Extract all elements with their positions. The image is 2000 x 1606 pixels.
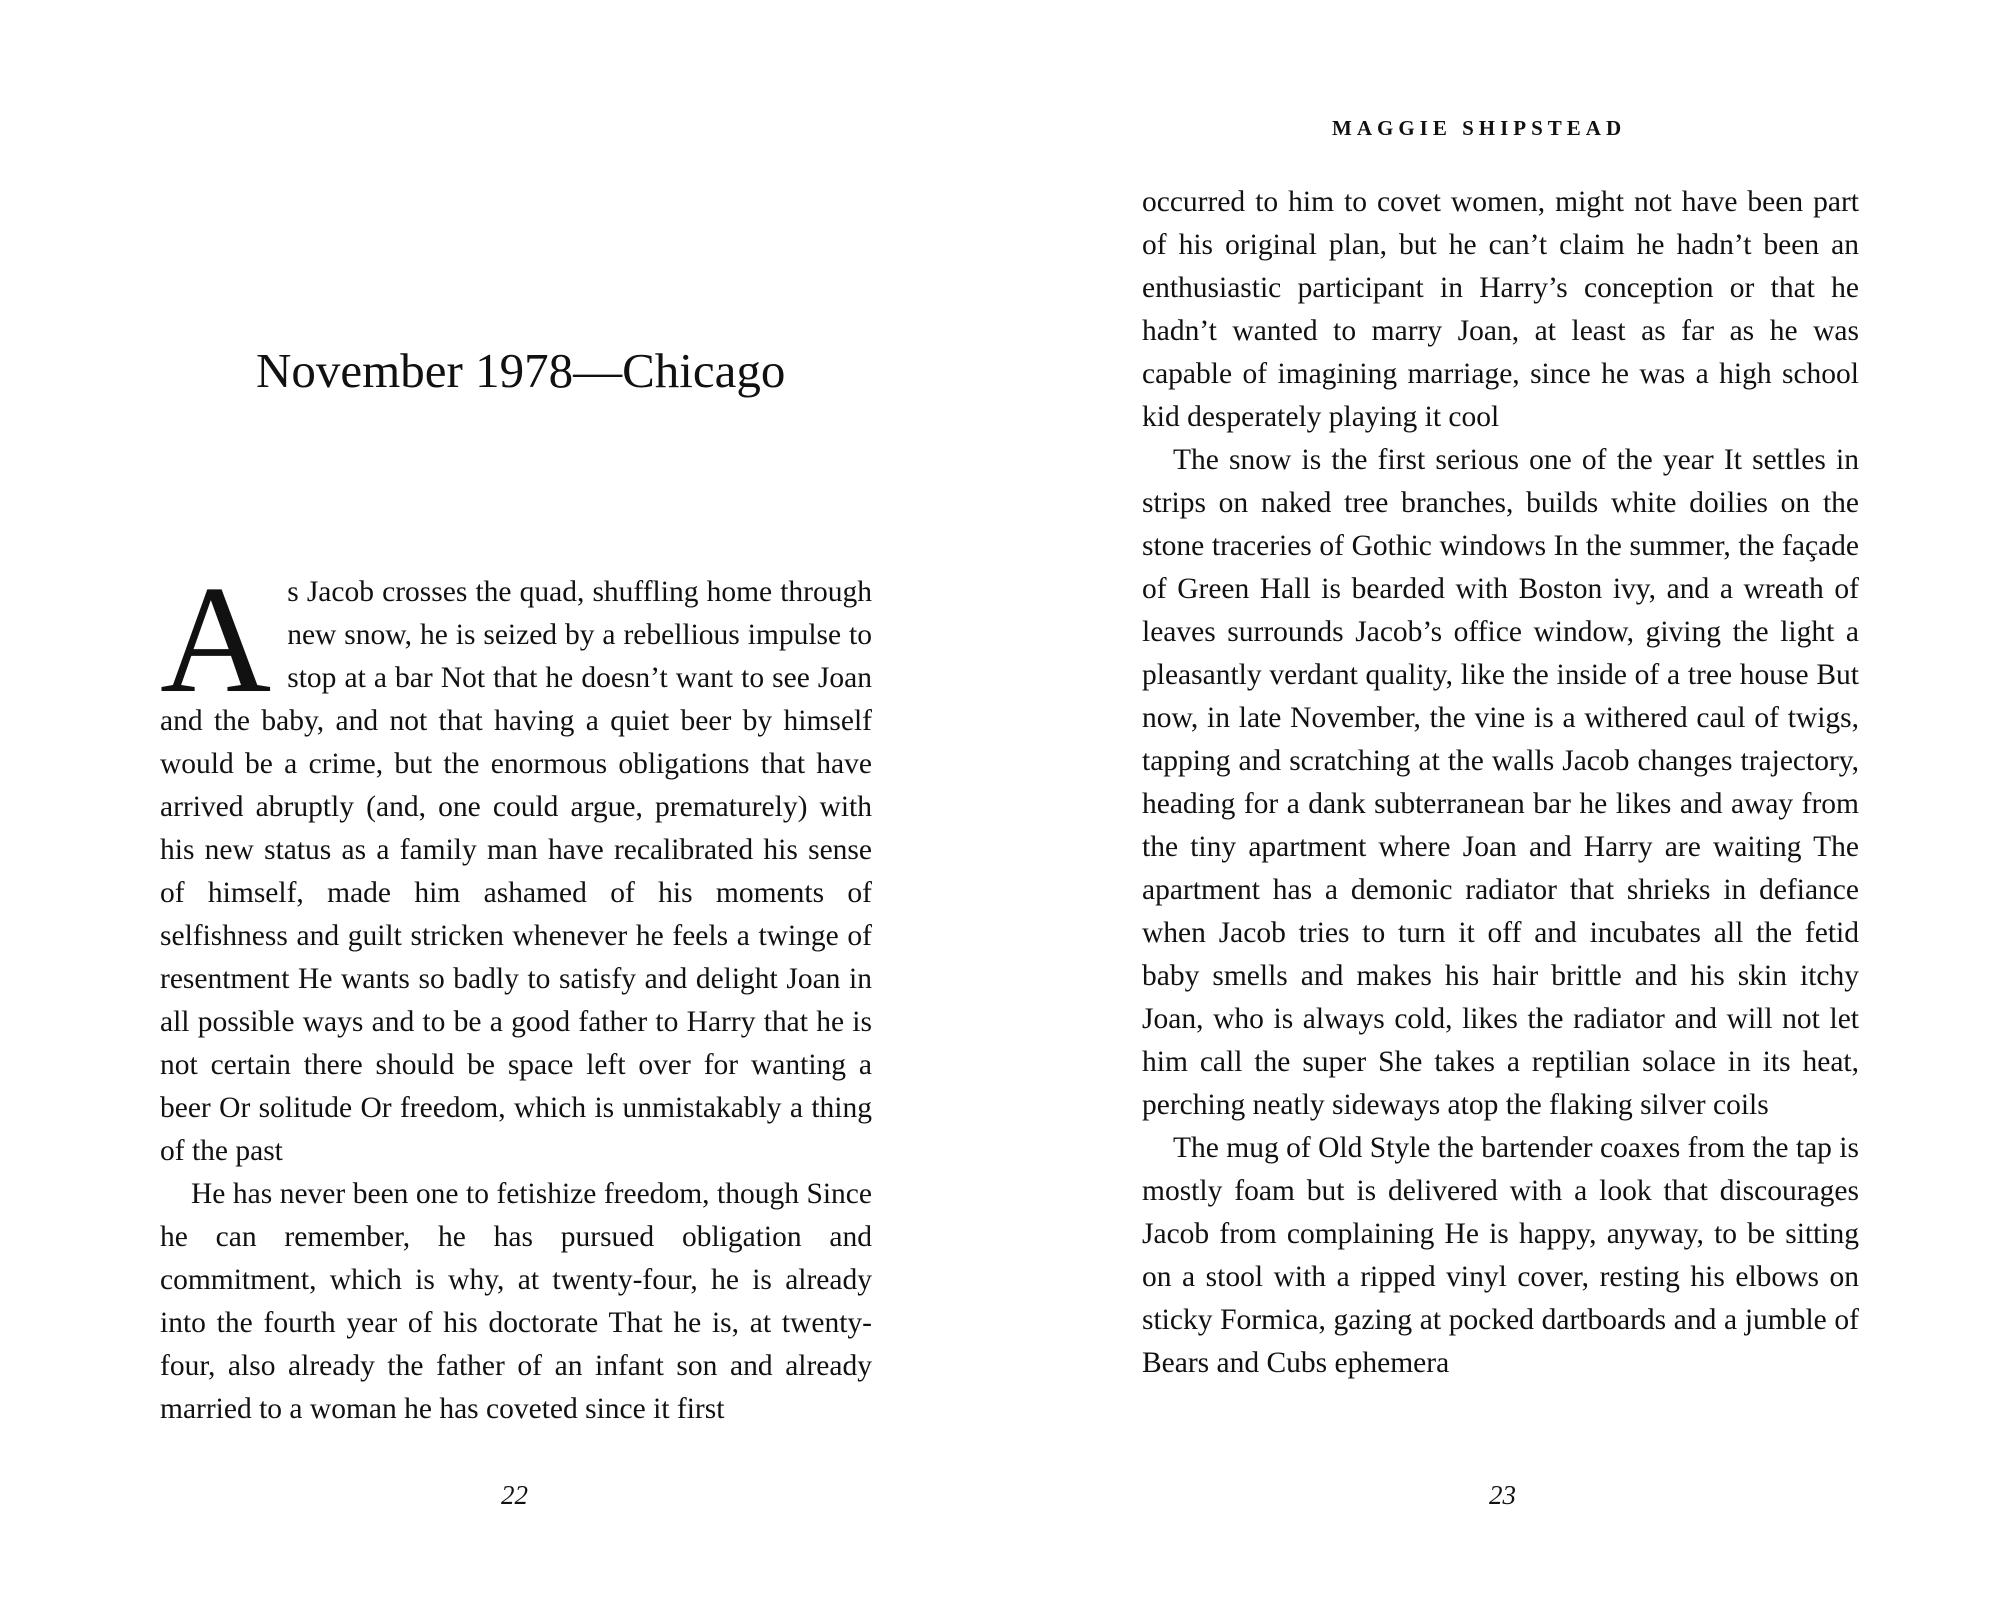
paragraph-1-text: s Jacob crosses the quad, shuffling home through new snow, he is seized by a rebellious impulse to stop at a bar Not that he doesn’t want to see Joan and the baby, and not that having a quiet beer by himself would be a crime, but the enormous obligations that have arrived abruptly (and, one could argue, prematurely) with his new status as a family man have recalibrated his sense of himself, made him ashamed of his moments of selfishness and guilt stricken whenever he feels a twinge of resentment He wants so badly to satisfy and delight Joan in all possible ways and to be a good father to Harry that he is not certain there should be space left over for wanting a beer Or solitude Or freedom, which is unmistakably a thing of the past	[160, 576, 872, 1167]
right-page-body	[1142, 181, 1859, 1385]
paragraph-continued: occurred to him to covet women, might not have been part of his original plan, but he can’t claim he hadn’t been an enthusiastic participant in Harry’s conception or that he hadn’t wanted to marry Joan, at least as far as he was capable of imagining marriage, since he was a high school kid desperately playing it cool	[1142, 186, 1859, 433]
running-head: MAGGIE SHIPSTEAD	[1332, 116, 1627, 140]
paragraph-1	[160, 555, 872, 1173]
left-page-body	[160, 555, 872, 1431]
paragraph-2: He has never been one to fetishize freedom, though Since he can remember, he has pursued obligation and commitment, which is why, at twenty-four, he is already into the fourth year of his doctorate That he is, at twenty-four, also already the father of an infant son and already married to a woman he has coveted since it first	[160, 1178, 872, 1425]
chapter-title: November 1978—Chicago	[256, 343, 786, 398]
page-number-left: 22	[501, 1480, 528, 1510]
right-page	[1000, 0, 2000, 1606]
page-number-right: 23	[1489, 1480, 1516, 1510]
paragraph-snow: The snow is the first serious one of the year It settles in strips on naked tree branches, builds white doilies on the stone traceries of Gothic windows In the summer, the façade of Green Hall is bearded with Boston ivy, and a wreath of leaves surrounds Jacob’s office window, giving the light a pleasantly verdant quality, like the inside of a tree house But now, in late November, the vine is a withered caul of twigs, tapping and scratching at the walls Jacob changes trajectory, heading for a dank subterranean bar he likes and away from the tiny apartment where Joan and Harry are waiting The apartment has a demonic radiator that shrieks in defiance when Jacob tries to turn it off and incubates all the fetid baby smells and makes his hair brittle and his skin itchy Joan, who is always cold, likes the radiator and will not let him call the super She takes a reptilian solace in its heat, perching neatly sideways atop the flaking silver coils	[1142, 444, 1859, 1121]
paragraph-mug: The mug of Old Style the bartender coaxes from the tap is mostly foam but is delivered with a look that discourages Jacob from complaining He is happy, anyway, to be sitting on a stool with a ripped vinyl cover, resting his elbows on sticky Formica, gazing at pocked dartboards and a jumble of Bears and Cubs ephemera	[1142, 1132, 1859, 1379]
drop-cap: A	[160, 555, 272, 725]
